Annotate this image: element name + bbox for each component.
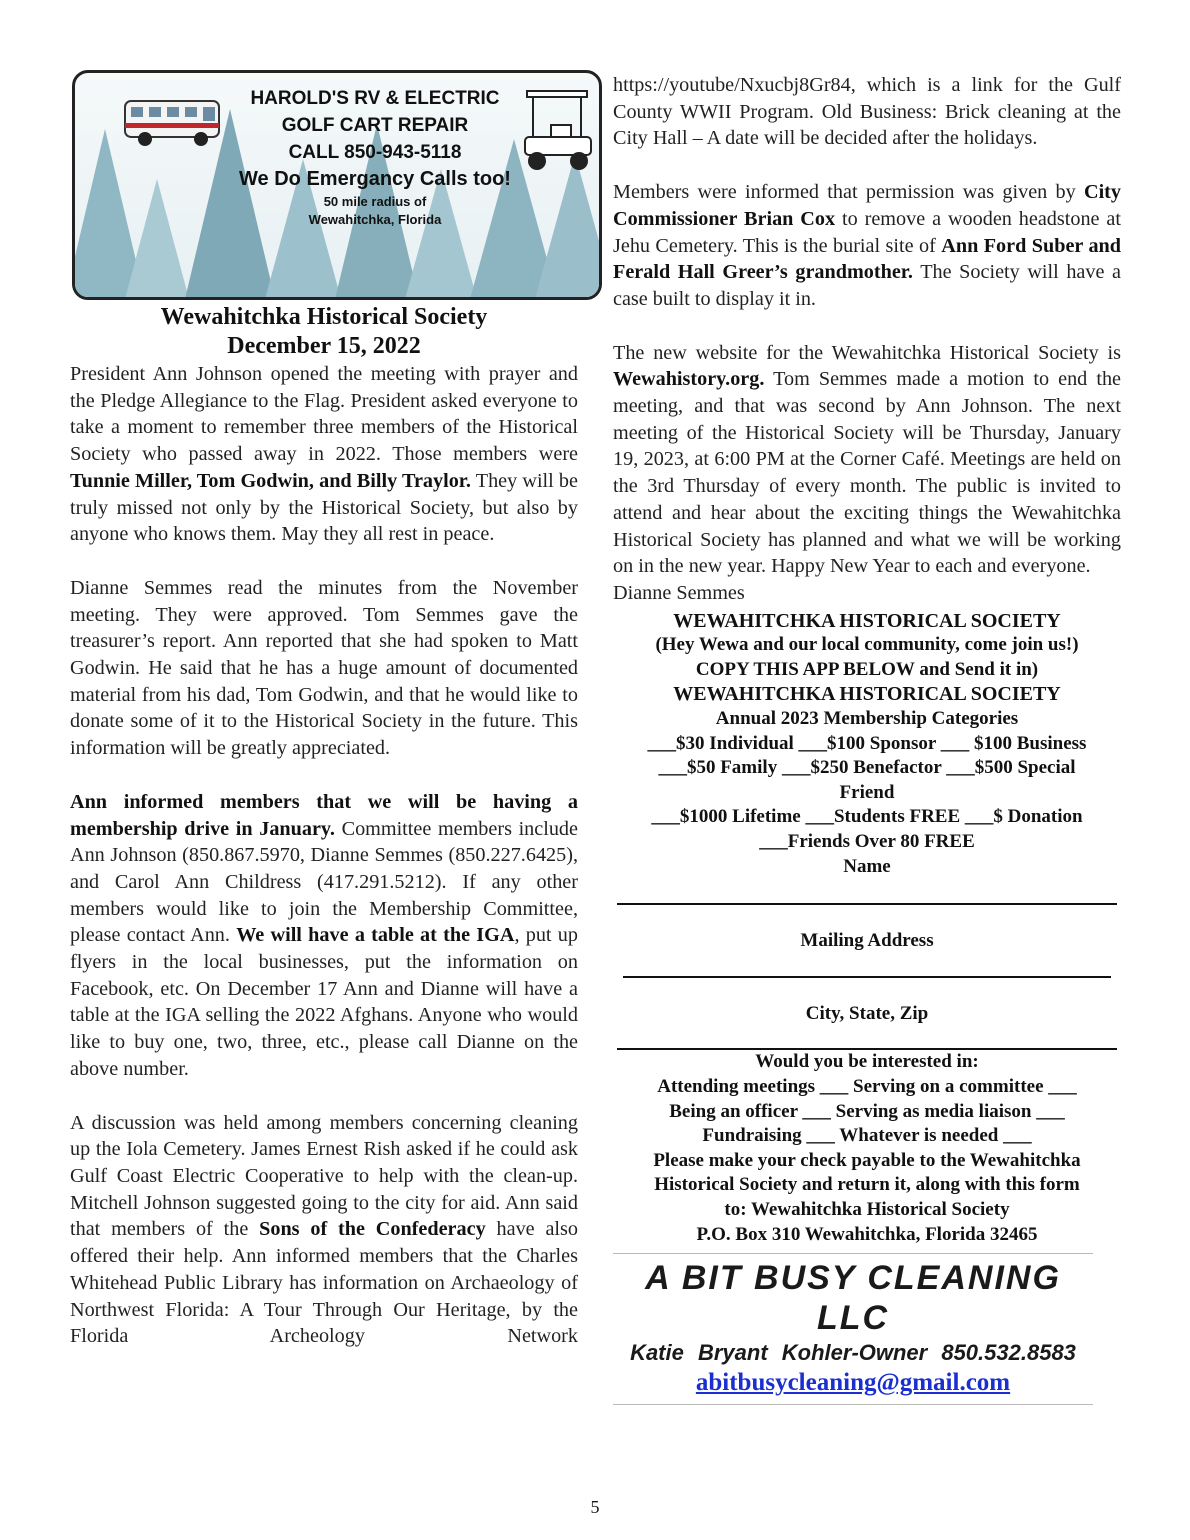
city-label: City, State, Zip — [805, 1002, 929, 1024]
paragraph-youtube: https://youtube/Nxucbj8Gr84, which is a link for the Gulf County WWII Program. Old Business: Brick cleaning at the City Hall – A date will be decided after the holidays. — [613, 74, 1121, 150]
members-names: Tunnie Miller, Tom Godwin, and Billy Traylor. — [70, 469, 471, 492]
text-span: They will be truly missed not only by the Historical Society, but also by anyone who knows them. May they all rest in peace. — [70, 469, 578, 546]
page-number: 5 — [590, 1497, 600, 1517]
ad-service: GOLF CART REPAIR — [281, 115, 469, 136]
form-copy-instruction: COPY THIS APP BELOW and Send it in) — [695, 658, 1039, 680]
payment-instruction: to: Wewahitchka Historical Society — [724, 1198, 1010, 1220]
cleaning-owner: Katie Bryant Kohler-Owner 850.532.8583 — [630, 1340, 1076, 1366]
form-category-row: ___$50 Family ___$250 Benefactor ___$500 Special — [658, 757, 1076, 779]
ad-business-name: HAROLD'S RV & ELECTRIC — [250, 88, 500, 109]
ad-phone: CALL 850-943-5118 — [288, 142, 462, 163]
tree-decoration — [125, 179, 189, 299]
payment-instruction: Historical Society and return it, along with this form — [654, 1174, 1080, 1196]
website-bold: Wewahistory.org. — [613, 368, 765, 391]
text-span: A discussion was held among members concerning cleaning up the Iola Cemetery. James Ernest Rish asked if he could ask Gulf Coast Electric Cooperative to help with the clean-up. Mitchell Johnson suggested going to the city for aid. Ann said that members of the — [70, 1111, 578, 1241]
text-span: to remove a wooden headstone at Jehu Cemetery. This is the burial site of — [613, 207, 1121, 257]
article-right-column — [613, 72, 1121, 1405]
paragraph-opening — [70, 361, 578, 548]
text-span: The Society will have a case built to display it in. — [613, 261, 1121, 310]
ad-emergency: We Do Emergancy Calls too! — [239, 168, 511, 190]
paragraph-membership-drive — [70, 789, 578, 1083]
paragraph-cemetery — [70, 1110, 578, 1350]
cleaning-email-link[interactable]: abitbusycleaning@gmail.com — [695, 1369, 1011, 1397]
membership-drive-bold: Ann informed members that we will be having a membership drive in January. — [70, 790, 578, 840]
text-span: Tom Semmes made a motion to end the meeting, and that was second by Ann Johnson. The next meeting of the Historical Society will be Thursday, January 19, 2023, at 6:00 PM at the Corner Café. Meetings are held on the 3rd Thursday of every month. The public is invited to attend and hear about the exciting things the Wewahitchka Historical Society has planned and what we will be working on in the new year. Happy New Year to each and everyone. — [613, 368, 1121, 578]
cleaning-company-name: A BIT BUSY CLEANING LLC — [645, 1259, 1061, 1338]
payment-address: P.O. Box 310 Wewahitchka, Florida 32465 — [696, 1223, 1038, 1245]
ad-location: Wewahitchka, Florida — [308, 212, 442, 227]
ad-radius: 50 mile radius of — [323, 194, 427, 209]
article-title: Wewahitchka Historical Society — [160, 304, 488, 330]
text-span: President Ann Johnson opened the meeting with prayer and the Pledge Allegiance to the Flag. President asked everyone to take a moment to remember three members of the Historical Society who passed away in 2022. Those members were — [70, 363, 578, 466]
payment-instruction: Please make your check payable to the Wewahitchka — [653, 1149, 1081, 1171]
sons-confederacy-bold: Sons of the Confederacy — [259, 1218, 486, 1241]
address-label: Mailing Address — [800, 930, 934, 952]
article-date: December 15, 2022 — [227, 333, 421, 359]
text-span: Members were informed that permission was given by — [613, 181, 1084, 204]
interest-row: Attending meetings ___ Serving on a committee ___ — [657, 1075, 1077, 1097]
rv-icon — [123, 95, 223, 150]
golf-cart-icon — [521, 87, 596, 177]
interest-row: Being an officer ___ Serving as media liaison ___ — [669, 1100, 1065, 1122]
form-category-row: Friend — [839, 781, 895, 803]
commissioner-bold: City Commissioner Brian Cox — [613, 181, 1121, 230]
form-title: WEWAHITCHKA HISTORICAL SOCIETY — [673, 609, 1061, 632]
article-left-column — [70, 303, 578, 1350]
cleaning-ad — [613, 1253, 1093, 1405]
form-category-row: ___$30 Individual ___$100 Sponsor ___ $100 Business — [647, 732, 1087, 754]
text-span: have also offered their help. Ann informed members that the Charles Whitehead Public Library has information on Archaeology of Northwest Florida: A Tour Through Our Heritage, by the Florida Archeology Network — [70, 1218, 578, 1348]
address-line — [623, 976, 1111, 978]
paragraph-website — [613, 340, 1121, 580]
iga-table-bold: We will have a table at the IGA — [236, 924, 515, 947]
paragraph-minutes: Dianne Semmes read the minutes from the November meeting. They were approved. Tom Semmes gave the treasurer’s report. Ann reported that she had spoken to Matt Godwin. He said that he has a huge amount of documented material from his dad, Tom Godwin, and that he would like to donate some of it to the Historical Society in the future. This information will be greatly appreciated. — [70, 576, 578, 760]
interest-row: Fundraising ___ Whatever is needed ___ — [702, 1125, 1032, 1147]
form-category-row: ___$1000 Lifetime ___Students FREE ___$ Donation — [651, 806, 1083, 828]
form-category-row: ___Friends Over 80 FREE — [759, 831, 975, 852]
text-span: , put up flyers in the local businesses, put the information on Facebook, etc. On December 17 Ann and Dianne will have a table at the IGA selling the 2022 Afghans. Anyone who would like to buy one, two, three, etc., please call Dianne on the above number. — [70, 924, 578, 1080]
membership-form — [613, 609, 1121, 1247]
name-label: Name — [843, 855, 891, 877]
text-span: Committee members include Ann Johnson (850.867.5970, Dianne Semmes (850.227.6425), and Carol Ann Childress (417.291.5212). If any other members would like to join the Membership Committee, please contact Ann. — [70, 817, 578, 947]
form-categories-title: Annual 2023 Membership Categories — [715, 708, 1019, 730]
text-span: The new website for the Wewahitchka Historical Society is — [613, 341, 1121, 364]
name-line — [617, 903, 1117, 905]
form-invite: (Hey Wewa and our local community, come join us!) — [655, 634, 1079, 656]
ad-text-block — [225, 85, 525, 229]
harolds-rv-ad — [72, 70, 602, 300]
paragraph-headstone — [613, 179, 1121, 313]
grandmother-bold: Ann Ford Suber and Ferald Hall Greer’s grandmother. — [613, 234, 1121, 284]
signature: Dianne Semmes — [613, 581, 745, 604]
form-title-repeat: WEWAHITCHKA HISTORICAL SOCIETY — [673, 683, 1061, 706]
interest-title: Would you be interested in: — [755, 1051, 979, 1073]
